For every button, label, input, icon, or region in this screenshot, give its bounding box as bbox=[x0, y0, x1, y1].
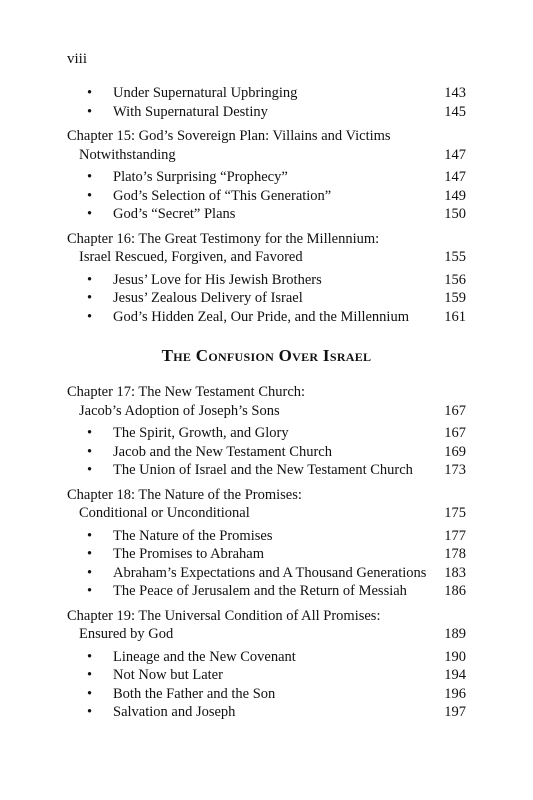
toc-item-label: With Supernatural Destiny bbox=[113, 103, 268, 120]
toc-item-label: The Promises to Abraham bbox=[113, 546, 265, 562]
chapter-title-line2-text: Notwithstanding bbox=[79, 146, 176, 163]
bullet-icon: • bbox=[87, 443, 93, 460]
toc-item-page: 194 bbox=[444, 667, 466, 683]
chapter-18 bbox=[67, 486, 466, 601]
toc-item-page: 167 bbox=[444, 425, 466, 441]
toc-item-label: Not Now but Later bbox=[113, 667, 223, 683]
bullet-icon: • bbox=[87, 704, 93, 720]
toc-item[interactable] bbox=[67, 703, 466, 722]
toc-item-label: God’s “Secret” Plans bbox=[113, 206, 236, 222]
toc-item-label: The Union of Israel and the New Testament Church bbox=[113, 462, 413, 478]
toc-item[interactable] bbox=[67, 424, 466, 443]
bullet-icon: • bbox=[87, 206, 93, 222]
toc-item-label: The Peace of Jerusalem and the Return of Messiah bbox=[113, 583, 407, 599]
bullet-icon: • bbox=[87, 85, 93, 101]
toc-item-label: Jesus’ Love for His Jewish Brothers bbox=[113, 271, 322, 288]
bullet-icon: • bbox=[87, 425, 93, 441]
toc-item[interactable] bbox=[67, 527, 466, 546]
toc-item[interactable] bbox=[67, 308, 466, 327]
chapter-title-line2-text: Israel Rescued, Forgiven, and Favored bbox=[79, 249, 303, 265]
chapter-title-line2[interactable] bbox=[67, 625, 466, 644]
chapter-page: 155 bbox=[444, 249, 466, 265]
table-of-contents bbox=[67, 84, 466, 722]
chapter-title-line2[interactable] bbox=[67, 504, 466, 523]
toc-item-label: Abraham’s Expectations and A Thousand Generations bbox=[113, 564, 427, 581]
toc-item[interactable] bbox=[67, 685, 466, 704]
toc-item-page: 161 bbox=[444, 308, 466, 325]
toc-item[interactable] bbox=[67, 271, 466, 290]
chapter-title-line2[interactable] bbox=[67, 146, 466, 165]
toc-item-page: 196 bbox=[444, 685, 466, 702]
bullet-icon: • bbox=[87, 308, 93, 325]
toc-item[interactable] bbox=[67, 103, 466, 122]
toc-item[interactable] bbox=[67, 648, 466, 667]
chapter-title-line1[interactable]: Chapter 15: God’s Sovereign Plan: Villains and Victims bbox=[67, 128, 391, 144]
bullet-icon: • bbox=[87, 667, 93, 683]
toc-item-page: 190 bbox=[444, 648, 466, 665]
toc-item-page: 149 bbox=[444, 187, 466, 204]
toc-item[interactable] bbox=[67, 564, 466, 583]
toc-item-page: 197 bbox=[444, 704, 466, 720]
chapter-title-line2[interactable] bbox=[67, 402, 466, 421]
toc-item-label: God’s Hidden Zeal, Our Pride, and the Millennium bbox=[113, 308, 409, 325]
toc-item-page: 177 bbox=[444, 527, 466, 544]
bullet-icon: • bbox=[87, 290, 93, 306]
chapter-title-line2-text: Jacob’s Adoption of Joseph’s Sons bbox=[79, 402, 280, 419]
chapter-page: 175 bbox=[444, 505, 466, 521]
toc-item-label: Plato’s Surprising “Prophecy” bbox=[113, 169, 288, 185]
toc-item[interactable] bbox=[67, 666, 466, 685]
toc-item-label: Both the Father and the Son bbox=[113, 685, 276, 702]
chapter-title-line1[interactable]: Chapter 17: The New Testament Church: bbox=[67, 384, 306, 400]
toc-item-label: Jacob and the New Testament Church bbox=[113, 443, 332, 460]
section-heading: The Confusion Over Israel bbox=[161, 346, 372, 365]
toc-item-label: Under Supernatural Upbringing bbox=[113, 85, 298, 101]
toc-item-page: 183 bbox=[444, 564, 466, 581]
bullet-icon: • bbox=[87, 187, 93, 204]
toc-item-label: Jesus’ Zealous Delivery of Israel bbox=[113, 290, 303, 306]
chapter-19 bbox=[67, 607, 466, 722]
toc-item[interactable] bbox=[67, 582, 466, 601]
toc-item[interactable] bbox=[67, 443, 466, 462]
bullet-icon: • bbox=[87, 546, 93, 562]
chapter-title-line1[interactable]: Chapter 16: The Great Testimony for the Millennium: bbox=[67, 230, 380, 247]
toc-item-page: 143 bbox=[444, 85, 466, 101]
bullet-icon: • bbox=[87, 103, 93, 120]
toc-item[interactable] bbox=[67, 205, 466, 224]
bullet-icon: • bbox=[87, 583, 93, 599]
toc-item[interactable] bbox=[67, 461, 466, 480]
bullet-icon: • bbox=[87, 685, 93, 702]
toc-item-label: Salvation and Joseph bbox=[113, 704, 236, 720]
toc-item-label: The Spirit, Growth, and Glory bbox=[113, 425, 289, 441]
toc-item-page: 169 bbox=[444, 443, 466, 460]
chapter-16 bbox=[67, 230, 466, 327]
bullet-icon: • bbox=[87, 527, 93, 544]
toc-item[interactable] bbox=[67, 187, 466, 206]
toc-item-label: The Nature of the Promises bbox=[113, 527, 273, 544]
bullet-icon: • bbox=[87, 271, 93, 288]
toc-item[interactable] bbox=[67, 289, 466, 308]
toc-item-page: 147 bbox=[444, 169, 466, 185]
top-items bbox=[67, 84, 466, 121]
toc-item-page: 156 bbox=[444, 271, 466, 288]
toc-item-page: 159 bbox=[444, 290, 466, 306]
toc-item-page: 173 bbox=[444, 462, 466, 478]
toc-item-page: 145 bbox=[444, 103, 466, 120]
toc-item[interactable] bbox=[67, 168, 466, 187]
page-number: viii bbox=[67, 51, 88, 67]
bullet-icon: • bbox=[87, 564, 93, 581]
toc-item-page: 186 bbox=[444, 583, 466, 599]
toc-item[interactable] bbox=[67, 84, 466, 103]
chapter-title-line1[interactable]: Chapter 19: The Universal Condition of All Promises: bbox=[67, 607, 381, 624]
chapter-title-line2-text: Ensured by God bbox=[79, 626, 174, 642]
chapter-title-line2[interactable] bbox=[67, 248, 466, 267]
chapter-17 bbox=[67, 383, 466, 480]
toc-item-page: 150 bbox=[444, 206, 466, 222]
toc-item-label: God’s Selection of “This Generation” bbox=[113, 187, 332, 204]
bullet-icon: • bbox=[87, 648, 93, 665]
bullet-icon: • bbox=[87, 462, 93, 478]
bullet-icon: • bbox=[87, 169, 93, 185]
chapter-page: 147 bbox=[444, 146, 466, 163]
chapter-page: 167 bbox=[444, 402, 466, 419]
toc-item-page: 178 bbox=[444, 546, 466, 562]
chapter-15 bbox=[67, 127, 466, 224]
toc-item[interactable] bbox=[67, 545, 466, 564]
toc-item-label: Lineage and the New Covenant bbox=[113, 648, 296, 665]
chapter-title-line1[interactable]: Chapter 18: The Nature of the Promises: bbox=[67, 486, 302, 503]
chapter-page: 189 bbox=[444, 626, 466, 642]
chapter-title-line2-text: Conditional or Unconditional bbox=[79, 505, 250, 521]
